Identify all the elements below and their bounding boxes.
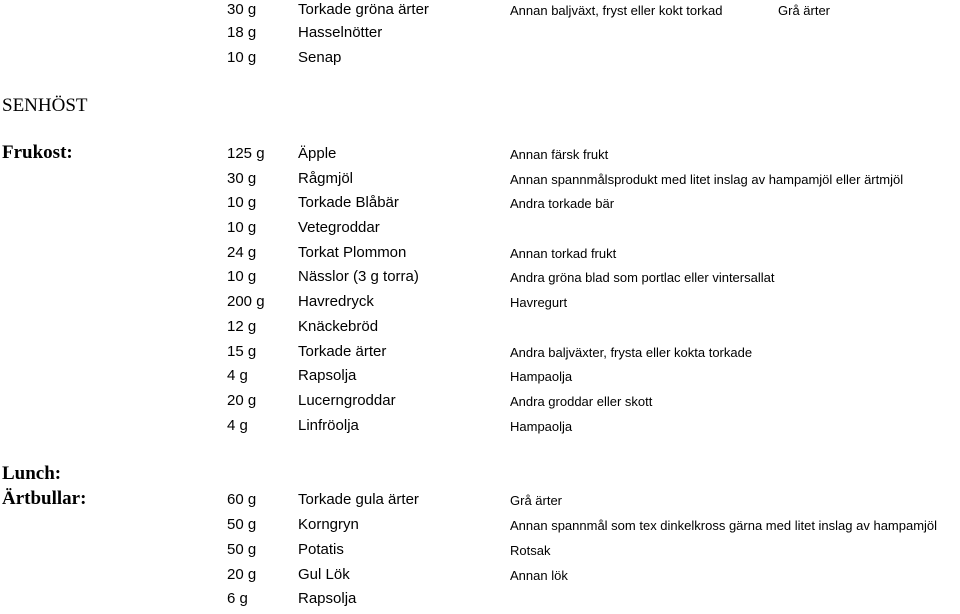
ingredient: Rapsolja bbox=[298, 590, 357, 607]
substitute-note: Grå ärter bbox=[510, 493, 563, 508]
ingredient: Korngryn bbox=[298, 516, 359, 533]
ingredient: Äpple bbox=[298, 145, 337, 162]
ingredient: Rapsolja bbox=[298, 367, 357, 384]
table-row bbox=[0, 144, 960, 169]
table-row bbox=[0, 589, 960, 614]
quantity: 4 g bbox=[227, 417, 248, 434]
extra-substitute: Grå ärter bbox=[778, 3, 831, 18]
season-title: SENHÖST bbox=[2, 95, 88, 116]
substitute-note: Andra torkade bär bbox=[510, 196, 615, 211]
substitute-note: Andra groddar eller skott bbox=[510, 394, 653, 409]
table-row bbox=[0, 193, 960, 218]
meal-label-lunch: Lunch: bbox=[2, 463, 62, 484]
table-row bbox=[0, 0, 960, 25]
substitute-note: Annan lök bbox=[510, 568, 568, 583]
table-row bbox=[0, 540, 960, 565]
quantity: 60 g bbox=[227, 491, 257, 508]
ingredient: Hasselnötter bbox=[298, 24, 383, 41]
quantity: 125 g bbox=[227, 145, 265, 162]
meal-label-breakfast: Frukost: bbox=[2, 142, 73, 163]
substitute-note: Hampaolja bbox=[510, 369, 573, 384]
substitute-note: Annan torkad frukt bbox=[510, 246, 617, 261]
ingredient: Knäckebröd bbox=[298, 318, 379, 335]
table-row bbox=[0, 515, 960, 540]
quantity: 10 g bbox=[227, 194, 257, 211]
substitute-note: Andra gröna blad som portlac eller vintersallat bbox=[510, 270, 775, 285]
ingredient: Havredryck bbox=[298, 293, 374, 310]
quantity: 24 g bbox=[227, 244, 257, 261]
substitute-note: Annan spannmålsprodukt med litet inslag av hampamjöl eller ärtmjöl bbox=[510, 172, 904, 187]
substitute-note: Andra baljväxter, frysta eller kokta torkade bbox=[510, 345, 753, 360]
quantity: 50 g bbox=[227, 541, 257, 558]
substitute-note: Hampaolja bbox=[510, 419, 573, 434]
ingredient: Potatis bbox=[298, 541, 344, 558]
ingredient: Lucerngroddar bbox=[298, 392, 396, 409]
quantity: 10 g bbox=[227, 49, 257, 66]
table-row bbox=[0, 416, 960, 441]
quantity: 30 g bbox=[227, 1, 257, 18]
substitute-note: Havregurt bbox=[510, 295, 568, 310]
table-row bbox=[0, 243, 960, 268]
quantity: 10 g bbox=[227, 268, 257, 285]
table-row bbox=[0, 169, 960, 194]
quantity: 10 g bbox=[227, 219, 257, 236]
quantity: 50 g bbox=[227, 516, 257, 533]
quantity: 20 g bbox=[227, 566, 257, 583]
quantity: 15 g bbox=[227, 343, 257, 360]
quantity: 4 g bbox=[227, 367, 248, 384]
table-row bbox=[0, 267, 960, 292]
table-row bbox=[0, 292, 960, 317]
table-row bbox=[0, 48, 960, 73]
table-row bbox=[0, 342, 960, 367]
ingredient: Torkade Blåbär bbox=[298, 194, 399, 211]
ingredient: Torkade gula ärter bbox=[298, 491, 419, 508]
quantity: 6 g bbox=[227, 590, 248, 607]
table-row bbox=[0, 391, 960, 416]
table-row bbox=[0, 23, 960, 48]
ingredient: Nässlor (3 g torra) bbox=[298, 268, 419, 285]
substitute-note: Rotsak bbox=[510, 543, 551, 558]
ingredient: Torkat Plommon bbox=[298, 244, 407, 261]
quantity: 30 g bbox=[227, 170, 257, 187]
ingredient: Vetegroddar bbox=[298, 219, 380, 236]
ingredient: Senap bbox=[298, 49, 342, 66]
ingredient: Rågmjöl bbox=[298, 170, 354, 187]
table-row bbox=[0, 218, 960, 243]
dish-label: Ärtbullar: bbox=[2, 488, 87, 509]
table-row bbox=[0, 366, 960, 391]
quantity: 20 g bbox=[227, 392, 257, 409]
quantity: 18 g bbox=[227, 24, 257, 41]
ingredient: Gul Lök bbox=[298, 566, 350, 583]
table-row bbox=[0, 565, 960, 590]
ingredient: Torkade gröna ärter bbox=[298, 1, 429, 18]
table-row bbox=[0, 490, 960, 515]
substitute-note: Annan baljväxt, fryst eller kokt torkad bbox=[510, 3, 723, 18]
ingredient: Torkade ärter bbox=[298, 343, 387, 360]
table-row bbox=[0, 317, 960, 342]
quantity: 200 g bbox=[227, 293, 265, 310]
substitute-note: Annan färsk frukt bbox=[510, 147, 609, 162]
quantity: 12 g bbox=[227, 318, 257, 335]
substitute-note: Annan spannmål som tex dinkelkross gärna med litet inslag av hampamjöl bbox=[510, 518, 938, 533]
ingredient: Linfröolja bbox=[298, 417, 359, 434]
